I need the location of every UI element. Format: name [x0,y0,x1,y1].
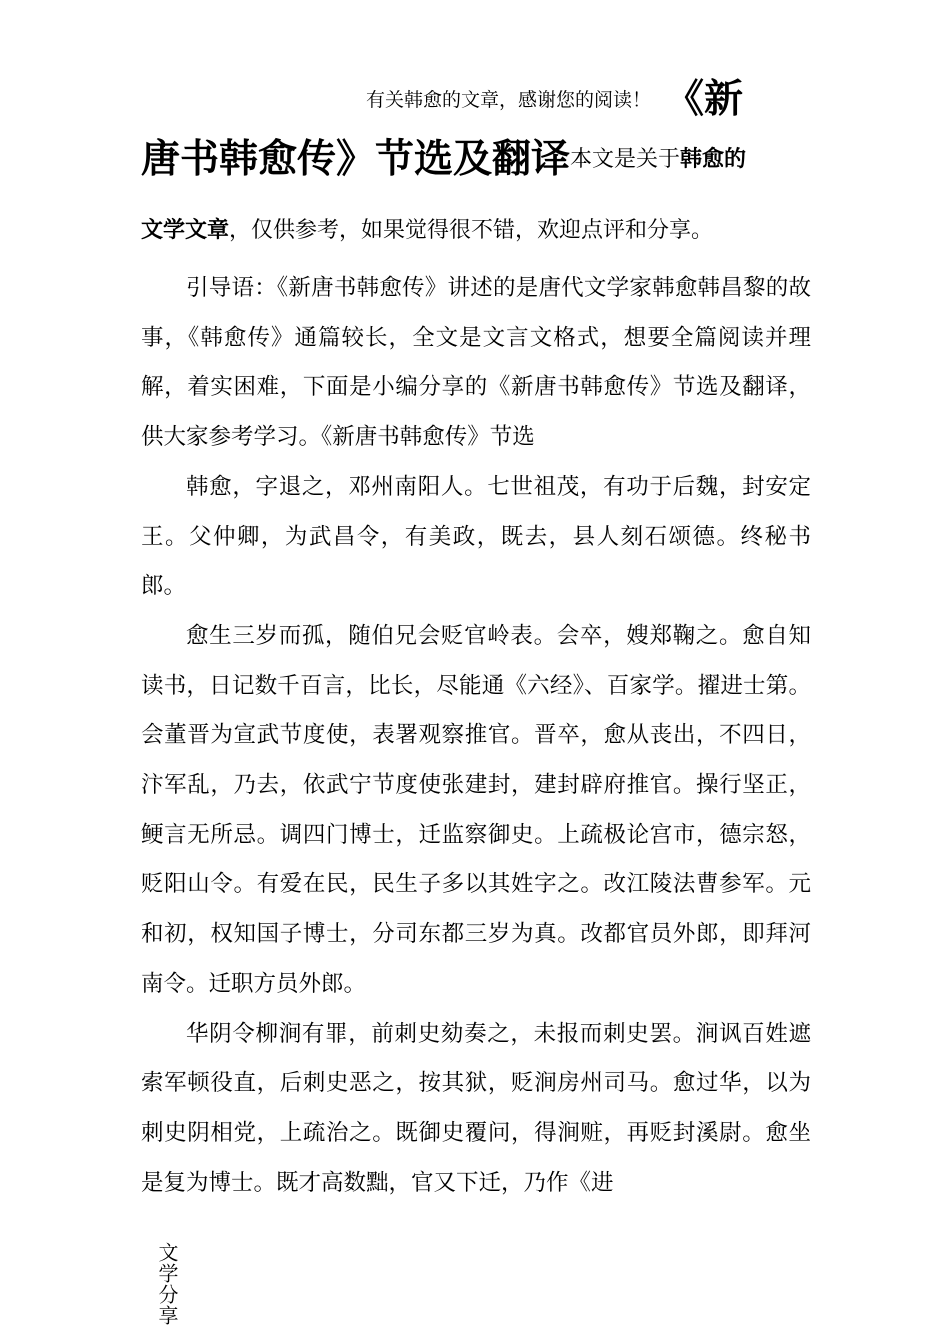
footer-vertical-label: 文学分享 [155,1242,179,1326]
paragraph-intro: 引导语：《新唐书韩愈传》讲述的是唐代文学家韩愈韩昌黎的故事，《韩愈传》通篇较长，全文是文言文格式，想要全篇阅读并理解，着实困难，下面是小编分享的《新唐书韩愈传》节选及翻译，供大家参考学习。《新唐书韩愈传》节选 [141,275,811,451]
document-title-part1: 《新 [665,77,744,122]
paragraph-liujian: 华阴令柳涧有罪，前刺史劾奏之，未报而刺史罢。涧讽百姓遮索军顿役直，后刺史恶之，按其狱，贬涧房州司马。愈过华，以为刺史阴相党，上疏治之。既御史覆问，得涧赃，再贬封溪尉。愈坐是复为博士。既才高数黜，官又下迁，乃作《进 [141,1020,811,1196]
header-line [366,68,826,128]
lead-prefix: 本文是关于 [570,147,681,172]
document-title-part2: 唐书韩愈传》节选及翻译 [141,137,571,182]
paragraph-career: 愈生三岁而孤，随伯兄会贬官岭表。会卒，嫂郑鞠之。愈自知读书，日记数千百言，比长，尽能通《六经》、百家学。擢进士第。会董晋为宣武节度使，表署观察推官。晋卒，愈从丧出，不四日，汴军乱，乃去，依武宁节度使张建封，建封辟府推官。操行坚正，鲠言无所忌。调四门博士，迁监察御史。上疏极论宫市，德宗怒，贬阳山令。有爱在民，民生子多以其姓字之。改江陵法曹参军。元和初，权知国子博士，分司东都三岁为真。改都官员外郎，即拜河南令。迁职方员外郎。 [141,622,811,997]
lead-bold-2: 文学文章 [141,218,230,243]
title-line [141,128,821,192]
lead-bold-1: 韩愈的 [680,147,747,172]
header-note: 有关韩愈的文章，感谢您的阅读！ [366,89,652,111]
lead-line-2 [141,212,821,250]
lead-suffix: ，仅供参考，如果觉得很不错，欢迎点评和分享。 [229,218,714,243]
body-text [141,264,811,1208]
paragraph-origin: 韩愈，字退之，邓州南阳人。七世祖茂，有功于后魏，封安定王。父仲卿，为武昌令，有美政，既去，县人刻石颂德。终秘书郎。 [141,473,811,600]
